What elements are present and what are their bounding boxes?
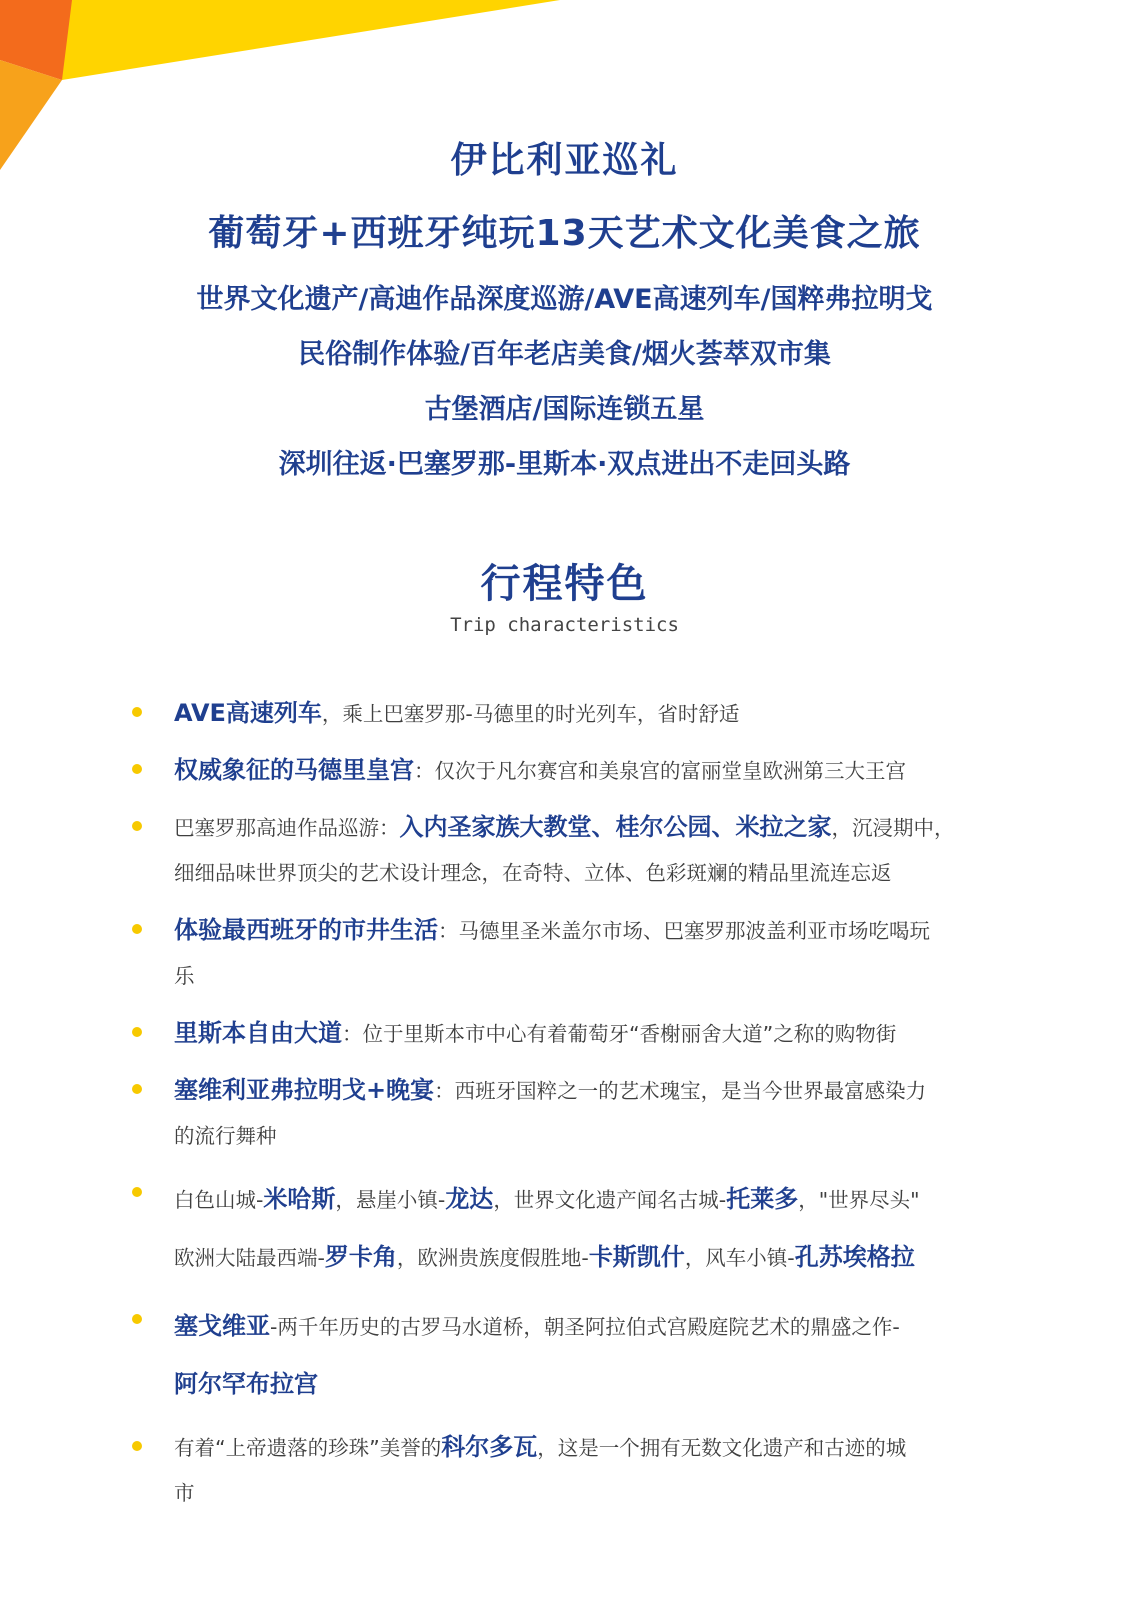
bullet-icon [132,764,142,774]
feature-highlight: 龙达 [445,1185,494,1213]
feature-highlight: AVE高速列车 [174,699,322,727]
feature-highlight: 里斯本自由大道 [174,1019,342,1047]
feature-highlight: 入内圣家族大教堂、桂尔公园、米拉之家 [399,813,832,841]
trip-tag-line: 世界文化遗产/高迪作品深度巡游/AVE高速列车/国粹弗拉明戈 [196,284,933,315]
feature-text: 有着“上帝遗落的珍珠”美誉的 [174,1436,442,1460]
feature-text: ：位于里斯本市中心有着葡萄牙“香榭丽舍大道”之称的购物街 [342,1022,897,1046]
section-subtitle: Trip characteristics [450,614,679,636]
feature-highlight: 罗卡角 [324,1243,397,1271]
page-title: 伊比利亚巡礼 [450,140,679,181]
bullet-icon [132,1084,142,1094]
feature-text: 细细品味世界顶尖的艺术设计理念，在奇特、立体、色彩斑斓的精品里流连忘返 [174,861,892,885]
feature-highlight: 科尔多瓦 [441,1433,538,1461]
feature-highlight: 塞戈维亚 [174,1312,270,1340]
feature-text: -两千年历史的古罗马水道桥，朝圣阿拉伯式宫殿庭院艺术的鼎盛之作- [270,1315,900,1339]
bullet-icon [132,1027,142,1037]
feature-text: ，乘上巴塞罗那-马德里的时光列车，省时舒适 [321,702,740,726]
feature-text: ，世界文化遗产闻名古城- [493,1188,727,1212]
feature-text: ：西班牙国粹之一的艺术瑰宝，是当今世界最富感染力 [434,1079,927,1103]
feature-text: ，风车小镇- [684,1246,795,1270]
feature-highlight: 权威象征的马德里皇宫 [174,756,414,784]
feature-highlight: 塞维利亚弗拉明戈+晚宴 [174,1076,435,1104]
feature-item [130,804,1010,896]
feature-highlight: 阿尔罕布拉宫 [174,1370,318,1398]
trip-tag-line: 民俗制作体验/百年老店美食/烟火荟萃双市集 [298,339,831,370]
trip-tag-line: 古堡酒店/国际连锁五星 [424,394,705,425]
bullet-icon [132,1187,142,1197]
feature-highlight: 托莱多 [726,1185,799,1213]
feature-text: 巴塞罗那高迪作品巡游： [174,816,400,840]
bullet-icon [132,707,142,717]
feature-item [130,1297,1010,1413]
bullet-icon [132,1441,142,1451]
feature-text: ，"世界尽头" [798,1188,920,1212]
bullet-icon [132,924,142,934]
feature-highlight: 体验最西班牙的市井生活 [174,916,438,944]
feature-list [130,690,1010,1527]
bullet-icon [132,1314,142,1324]
feature-text: ：马德里圣米盖尔市场、巴塞罗那波盖利亚市场吃喝玩 [438,919,930,943]
feature-text: 乐 [174,964,195,988]
feature-highlight: 孔苏埃格拉 [794,1243,915,1271]
feature-item [130,907,1010,999]
feature-highlight: 卡斯凯什 [588,1243,685,1271]
feature-text: ：仅次于凡尔赛宫和美泉宫的富丽堂皇欧洲第三大王宫 [414,759,906,783]
section-title: 行程特色 [480,561,649,607]
feature-text: ，这是一个拥有无数文化遗产和古迹的城 [537,1436,907,1460]
feature-text: 市 [174,1481,195,1505]
feature-item [130,690,1010,736]
feature-text: ，沉浸期中， [831,816,955,840]
feature-item [130,1424,1010,1516]
feature-text: 的流行舞种 [174,1124,277,1148]
feature-text: ，悬崖小镇- [335,1188,446,1212]
bullet-icon [132,821,142,831]
feature-item [130,1010,1010,1056]
feature-text: ，欧洲贵族度假胜地- [396,1246,589,1270]
feature-item [130,1067,1010,1159]
feature-text: 欧洲大陆最西端- [174,1246,325,1270]
feature-highlight: 米哈斯 [263,1185,336,1213]
feature-item [130,747,1010,793]
trip-tag-line: 深圳往返·巴塞罗那-里斯本·双点进出不走回头路 [278,449,851,480]
trip-subtitle: 葡萄牙+西班牙纯玩13天艺术文化美食之旅 [208,213,921,254]
feature-text: 白色山城- [174,1188,264,1212]
feature-item [130,1170,1010,1286]
